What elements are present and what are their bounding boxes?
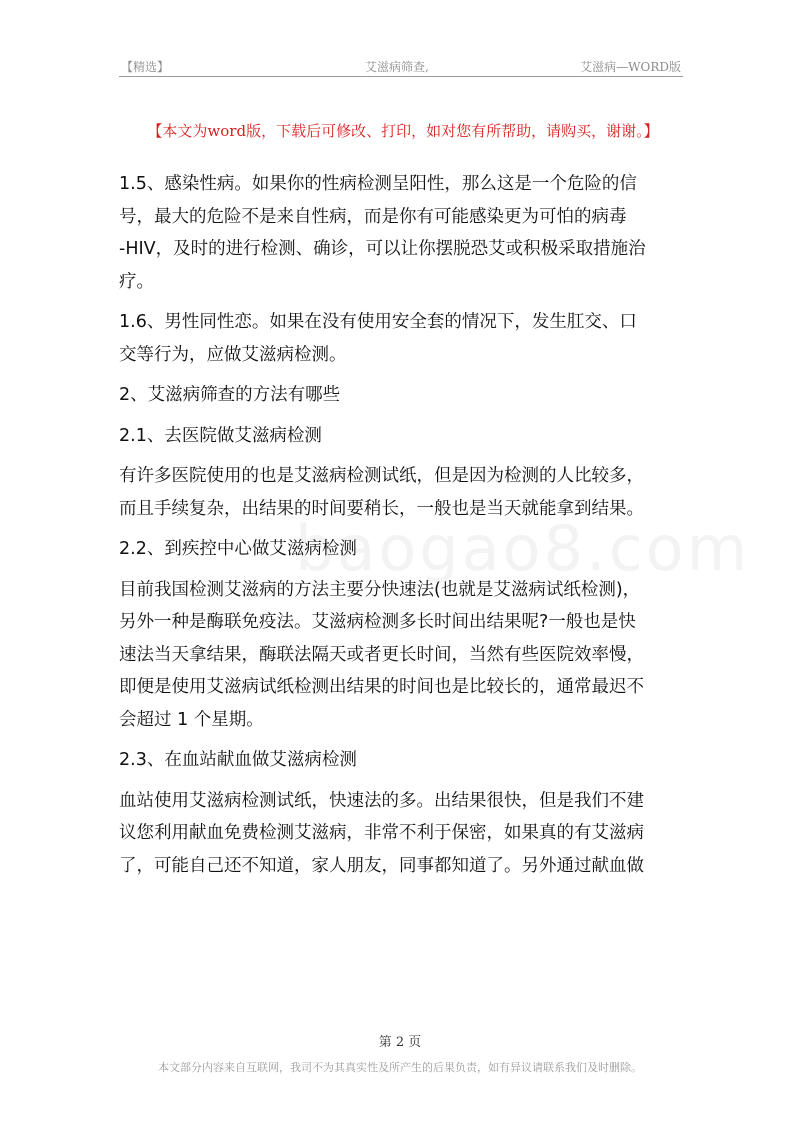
- text-line: 而且手续复杂，出结果的时间要稍长，一般也是当天就能拿到结果。: [119, 498, 644, 519]
- word-version-notice: 【本文为word版，下载后可修改、打印，如对您有所帮助，请购买，谢谢。】: [147, 122, 659, 140]
- text-line: 血站使用艾滋病检测试纸，快速法的多。出结果很快，但是我们不建: [119, 790, 644, 811]
- text-line: 议您利用献血免费检测艾滋病，非常不利于保密，如果真的有艾滋病: [119, 823, 644, 843]
- text-line: -HIV，及时的进行检测、确诊，可以让你摆脱恐艾或积极采取措施治: [119, 239, 646, 259]
- header-center-text: 艾滋病筛查,: [365, 60, 429, 74]
- heading-2: 2、艾滋病筛查的方法有哪些: [119, 385, 341, 405]
- disclaimer-note: 本文部分内容来自互联网，我司不为其真实性及所产生的后果负责，如有异议请联系我们及时删除。: [158, 1061, 642, 1074]
- text-line: 另外一种是酶联免疫法。艾滋病检测多长时间出结果呢?一般也是快: [119, 612, 636, 632]
- heading-2-1: 2.1、去医院做艾滋病检测: [119, 425, 322, 446]
- page-header: [119, 54, 683, 77]
- text-line: 交等行为，应做艾滋病检测。: [119, 344, 347, 365]
- paragraph-1-5: [119, 168, 685, 298]
- text-line: 了，可能自己还不知道，家人朋友，同事都知道了。另外通过献血做: [119, 855, 644, 876]
- text-line: 疗。: [119, 271, 154, 292]
- text-line: 目前我国检测艾滋病的方法主要分快速法(也就是艾滋病试纸检测)，: [119, 579, 641, 600]
- paragraph-cdc: [119, 574, 685, 737]
- paragraph-hospital: [119, 460, 685, 525]
- text-line: 1.6、男性同性恋。如果在没有使用安全套的情况下，发生肛交、口: [119, 312, 637, 332]
- text-line: 会超过 1 个星期。: [119, 709, 264, 730]
- header-left-text: 【精选】: [121, 60, 170, 74]
- paragraph-1-6: [119, 306, 685, 371]
- text-line: 有许多医院使用的也是艾滋病检测试纸，但是因为检测的人比较多，: [119, 466, 644, 486]
- text-line: 号，最大的危险不是来自性病，而是你有可能感染更为可怕的病毒: [119, 206, 627, 227]
- watermark: baogao8.com: [295, 512, 751, 585]
- text-line: 速法当天拿结果，酶联法隔天或者更长时间，当然有些医院效率慢，: [119, 644, 644, 665]
- text-line: 1.5、感染性病。如果你的性病检测呈阳性，那么这是一个危险的信: [119, 174, 637, 194]
- paragraph-blood-station: [119, 785, 685, 883]
- header-right-text: 艾滋病—WORD版: [580, 60, 681, 74]
- heading-2-2: 2.2、到疾控中心做艾滋病检测: [119, 539, 357, 559]
- document-body: [119, 168, 685, 882]
- page-number: 第 2 页: [378, 1035, 422, 1050]
- text-line: 即便是使用艾滋病试纸检测出结果的时间也是比较长的，通常最迟不: [119, 677, 644, 697]
- heading-2-3: 2.3、在血站献血做艾滋病检测: [119, 750, 357, 770]
